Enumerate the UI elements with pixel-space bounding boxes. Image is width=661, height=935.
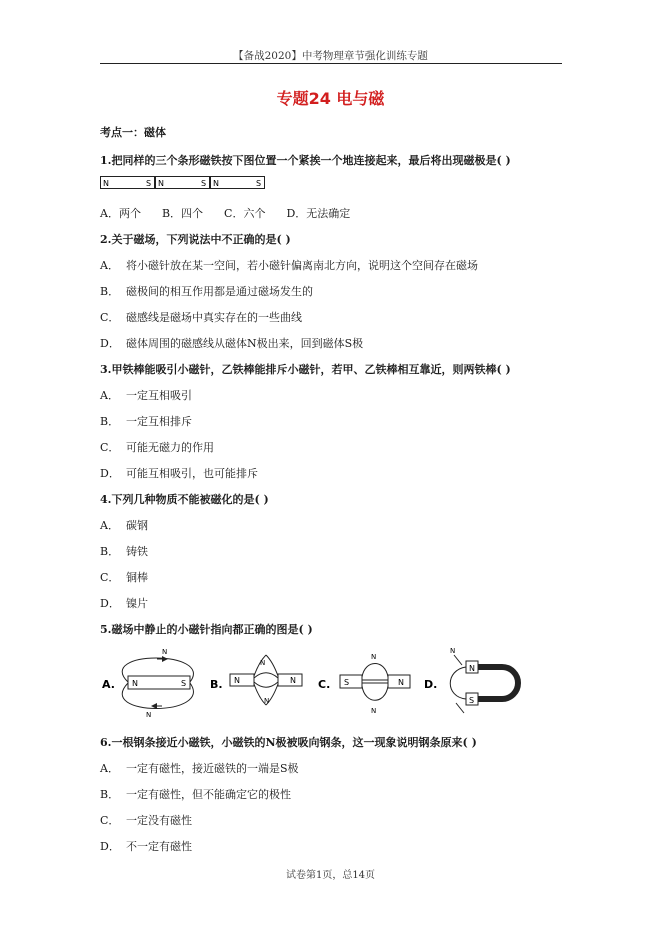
magnet-3-n: N (213, 179, 219, 188)
q1-option-c[interactable]: C．六个 (224, 207, 266, 220)
question-2-stem: 2.关于磁场，下列说法中不正确的是( ) (100, 233, 291, 246)
svg-text:N: N (371, 707, 377, 715)
svg-text:S: S (469, 696, 475, 705)
q5-figure-a[interactable] (102, 648, 193, 719)
q6-option-b[interactable]: B． 一定有磁性，但不能确定它的极性 (100, 788, 291, 801)
question-1-stem: 1.把同样的三个条形磁铁按下图位置一个紧挨一个地连接起来，最后将出现磁极是( ) (100, 154, 511, 167)
page-title: 专题24 电与磁 (276, 89, 385, 108)
q3-option-d[interactable]: D． 可能互相吸引，也可能排斥 (100, 467, 258, 480)
svg-text:N: N (260, 659, 266, 667)
page-footer: 试卷第1页，总14页 (285, 870, 376, 881)
svg-text:N: N (162, 648, 168, 656)
svg-text:S: S (181, 679, 187, 688)
section-heading: 考点一：磁体 (100, 126, 166, 139)
q3-option-c[interactable]: C． 可能无磁力的作用 (100, 441, 214, 454)
q5-label-d: D. (424, 678, 438, 691)
q1-option-b[interactable]: B．四个 (161, 207, 204, 220)
svg-text:N: N (234, 676, 240, 685)
question-5-stem: 5.磁场中静止的小磁针指向都正确的图是( ) (100, 623, 313, 636)
svg-text:N: N (290, 676, 296, 685)
q3-option-a[interactable]: A． 一定互相吸引 (100, 389, 192, 402)
page-header: 【备战2020】中考物理章节强化训练专题 (233, 50, 428, 62)
question-3-stem: 3.甲铁棒能吸引小磁针，乙铁棒能排斥小磁针，若甲、乙铁棒相互靠近，则两铁棒( ) (100, 363, 511, 376)
q1-magnets-figure (100, 176, 270, 190)
q6-option-c[interactable]: C． 一定没有磁性 (100, 814, 192, 827)
magnet-1-n: N (103, 179, 109, 188)
q5-figures (100, 645, 540, 725)
svg-text:N: N (264, 697, 270, 705)
q4-option-c[interactable]: C． 铜棒 (100, 571, 148, 584)
q2-option-c[interactable]: C． 磁感线是磁场中真实存在的一些曲线 (100, 311, 302, 324)
q5-figure-c[interactable] (318, 653, 410, 715)
magnet-3-s: S (256, 179, 262, 188)
header-rule (100, 63, 562, 64)
q1-options (100, 205, 350, 221)
horseshoe-magnet (472, 667, 518, 699)
q2-option-b[interactable]: B． 磁极间的相互作用都是通过磁场发生的 (100, 285, 313, 298)
magnet-1-s: S (146, 179, 152, 188)
q5-label-c: C. (318, 678, 331, 691)
q6-option-d[interactable]: D． 不一定有磁性 (100, 840, 192, 853)
q2-option-d[interactable]: D． 磁体周围的磁感线从磁体N极出来，回到磁体S极 (100, 337, 364, 350)
svg-text:N: N (371, 653, 377, 661)
magnet-2-n: N (158, 179, 164, 188)
q4-option-d[interactable]: D． 镍片 (100, 597, 148, 610)
q5-label-b: B. (210, 678, 223, 691)
q5-figure-d[interactable] (424, 647, 518, 713)
svg-text:S: S (344, 678, 350, 687)
question-6-stem: 6.一根钢条接近小磁铁，小磁铁的N极被吸向钢条，这一现象说明钢条原来( ) (100, 736, 477, 749)
q4-option-a[interactable]: A． 碳钢 (100, 519, 148, 532)
q3-option-b[interactable]: B． 一定互相排斥 (100, 415, 192, 428)
q1-option-a[interactable]: A．两个 (100, 207, 141, 220)
q2-option-a[interactable]: A． 将小磁针放在某一空间，若小磁针偏离南北方向，说明这个空间存在磁场 (100, 259, 478, 272)
svg-text:N: N (469, 664, 475, 673)
q5-figure-b[interactable] (210, 655, 302, 705)
magnet-2-s: S (201, 179, 207, 188)
q1-option-d[interactable]: D．无法确定 (286, 207, 351, 220)
q6-option-a[interactable]: A． 一定有磁性，接近磁铁的一端是S极 (100, 762, 299, 775)
svg-text:N: N (450, 647, 456, 655)
svg-text:N: N (132, 679, 138, 688)
svg-text:N: N (398, 678, 404, 687)
q5-label-a: A. (102, 678, 115, 691)
question-4-stem: 4.下列几种物质不能被磁化的是( ) (100, 493, 269, 506)
q4-option-b[interactable]: B． 铸铁 (100, 545, 148, 558)
svg-text:N: N (146, 711, 152, 719)
